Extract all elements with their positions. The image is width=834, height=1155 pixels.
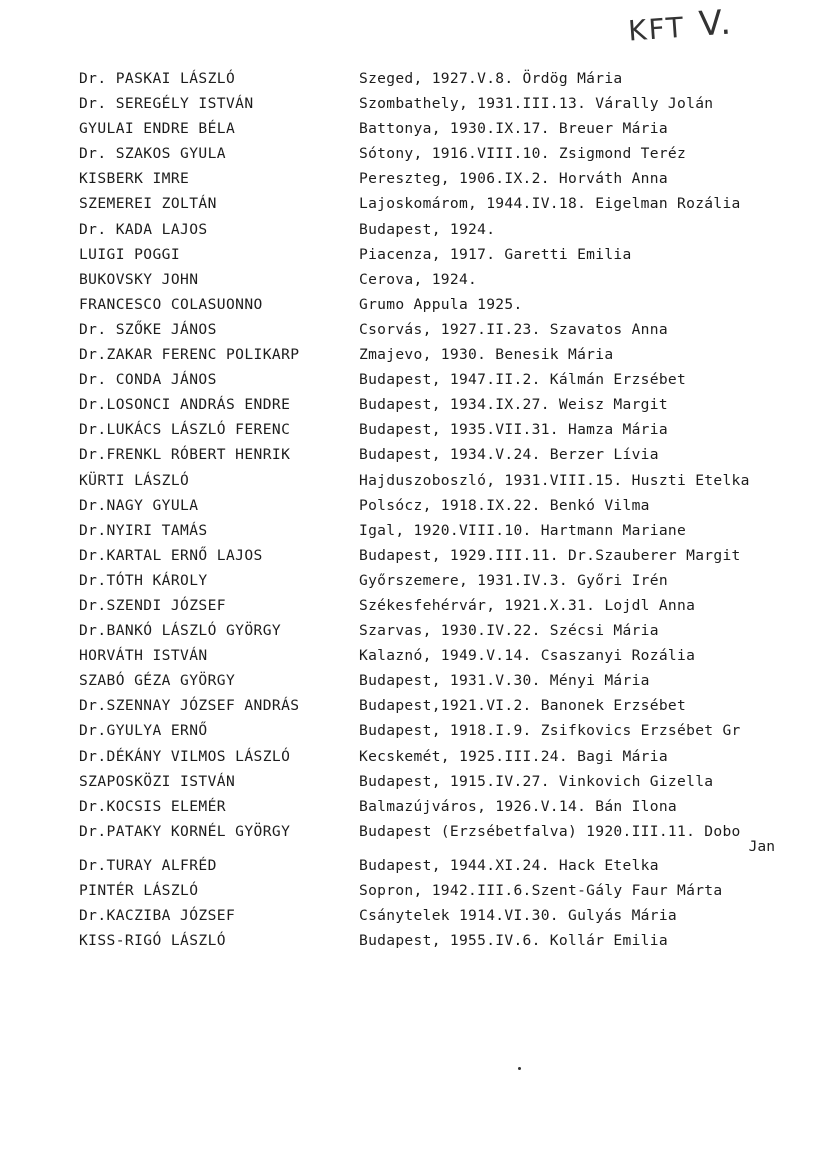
list-item <box>0 217 834 242</box>
list-item <box>0 166 834 191</box>
person-name: Dr.FRENKL RÓBERT HENRIK <box>79 446 291 464</box>
person-name: Dr.NAGY GYULA <box>79 496 199 514</box>
list-item <box>0 191 834 216</box>
person-name: Dr.LOSONCI ANDRÁS ENDRE <box>79 396 291 414</box>
person-name: Dr.PATAKY KORNÉL GYÖRGY <box>79 822 291 840</box>
person-name: PINTÉR LÁSZLÓ <box>79 881 199 899</box>
list-item <box>0 317 834 342</box>
list-item <box>0 819 834 853</box>
list-item <box>0 668 834 693</box>
list-item <box>0 367 834 392</box>
birth-details: Szeged, 1927.V.8. Ördög Mária <box>359 70 623 87</box>
person-name: Dr.KOCSIS ELEMÉR <box>79 797 226 815</box>
birth-details: Kalaznó, 1949.V.14. Csaszanyi Rozália <box>359 647 696 665</box>
list-item <box>0 292 834 317</box>
list-item <box>0 853 834 878</box>
birth-details: Budapest, 1929.III.11. Dr.Szauberer Margit <box>359 546 741 564</box>
person-name: BUKOVSKY JOHN <box>79 270 199 288</box>
person-name: Dr.LUKÁCS LÁSZLÓ FERENC <box>79 421 291 439</box>
list-item <box>0 718 834 743</box>
list-item <box>0 468 834 493</box>
list-item <box>0 392 834 417</box>
person-name: Dr.TURAY ALFRÉD <box>79 856 217 874</box>
list-item <box>0 141 834 166</box>
birth-details: Budapest, 1931.V.30. Ményi Mária <box>359 672 650 690</box>
person-name: Dr. PASKAI LÁSZLÓ <box>79 70 236 87</box>
person-name: KÜRTI LÁSZLÓ <box>79 471 190 489</box>
list-item <box>0 643 834 668</box>
person-name: Dr. KADA LAJOS <box>79 220 208 238</box>
birth-details: Polsócz, 1918.IX.22. Benkó Vilma <box>359 496 650 514</box>
person-name: Dr.SZENDI JÓZSEF <box>79 596 226 614</box>
list-item <box>0 267 834 292</box>
handwritten-annotation <box>627 2 734 49</box>
birth-details: Budapest,1921.VI.2. Banonek Erzsébet <box>359 697 687 715</box>
person-name: KISBERK IMRE <box>79 170 190 188</box>
list-item <box>0 794 834 819</box>
birth-details: Szombathely, 1931.III.13. Várally Jolán <box>359 95 714 113</box>
birth-details: Balmazújváros, 1926.V.14. Bán Ilona <box>359 797 678 815</box>
birth-details: Budapest, 1934.V.24. Berzer Lívia <box>359 446 659 464</box>
person-name: Dr.ZAKAR FERENC POLIKARP <box>79 346 300 364</box>
birth-details: Sótony, 1916.VIII.10. Zsigmond Teréz <box>359 145 687 163</box>
person-name: SZEMEREI ZOLTÁN <box>79 195 217 213</box>
birth-details: Budapest, 1915.IV.27. Vinkovich Gizella <box>359 772 714 790</box>
person-name: Dr.KACZIBA JÓZSEF <box>79 907 236 924</box>
person-name: Dr. CONDA JÁNOS <box>79 371 217 389</box>
birth-details: Hajduszoboszló, 1931.VIII.15. Huszti Etelka <box>359 471 750 489</box>
birth-details: Zmajevo, 1930. Benesik Mária <box>359 346 614 364</box>
birth-details: Sopron, 1942.III.6.Szent-Gály Faur Márta <box>359 881 723 899</box>
birth-details: Igal, 1920.VIII.10. Hartmann Mariane <box>359 521 687 539</box>
birth-details: Szarvas, 1930.IV.22. Szécsi Mária <box>359 622 659 640</box>
name-list <box>0 66 834 953</box>
person-name: Dr. SEREGÉLY ISTVÁN <box>79 95 254 113</box>
list-item <box>0 769 834 794</box>
list-item <box>0 928 834 953</box>
person-name: Dr.BANKÓ LÁSZLÓ GYÖRGY <box>79 622 282 640</box>
person-name: Dr.TÓTH KÁROLY <box>79 571 208 589</box>
stray-mark <box>518 1067 521 1070</box>
birth-details: Székesfehérvár, 1921.X.31. Lojdl Anna <box>359 596 696 614</box>
list-item <box>0 543 834 568</box>
birth-details: Csánytelek 1914.VI.30. Gulyás Mária <box>359 907 678 924</box>
list-item <box>0 903 834 928</box>
list-item <box>0 442 834 467</box>
person-name: Dr.NYIRI TAMÁS <box>79 521 208 539</box>
list-item <box>0 66 834 91</box>
person-name: HORVÁTH ISTVÁN <box>79 647 208 665</box>
list-item <box>0 618 834 643</box>
person-name: Dr.SZENNAY JÓZSEF ANDRÁS <box>79 697 300 715</box>
person-name: Dr.GYULYA ERNŐ <box>79 722 208 740</box>
person-name: SZAPOSKÖZI ISTVÁN <box>79 772 236 790</box>
person-name: Dr.KARTAL ERNŐ LAJOS <box>79 546 263 564</box>
birth-details: Budapest, 1918.I.9. Zsifkovics Erzsébet Gr <box>359 722 741 740</box>
person-name: Dr.DÉKÁNY VILMOS LÁSZLÓ <box>79 747 291 765</box>
list-item <box>0 593 834 618</box>
list-item <box>0 242 834 267</box>
list-item <box>0 518 834 543</box>
annotation-right: V. <box>697 2 735 45</box>
birth-details: Budapest, 1955.IV.6. Kollár Emilia <box>359 932 668 950</box>
person-name: KISS-RIGÓ LÁSZLÓ <box>79 932 226 950</box>
birth-details: Budapest (Erzsébetfalva) 1920.III.11. Dobo <box>359 822 741 840</box>
person-name: FRANCESCO COLASUONNO <box>79 295 263 313</box>
birth-details: Budapest, 1934.IX.27. Weisz Margit <box>359 396 668 414</box>
annotation-left: KFT <box>627 10 687 48</box>
list-item <box>0 342 834 367</box>
birth-details: Budapest, 1935.VII.31. Hamza Mária <box>359 421 668 439</box>
birth-details: Lajoskomárom, 1944.IV.18. Eigelman Rozália <box>359 195 741 213</box>
list-item <box>0 878 834 903</box>
birth-details: Cerova, 1924. <box>359 270 478 288</box>
birth-details: Battonya, 1930.IX.17. Breuer Mária <box>359 120 668 138</box>
birth-details: Budapest, 1947.II.2. Kálmán Erzsébet <box>359 371 687 389</box>
list-item <box>0 493 834 518</box>
person-name: LUIGI POGGI <box>79 245 181 263</box>
list-item <box>0 744 834 769</box>
list-item <box>0 417 834 442</box>
birth-details: Piacenza, 1917. Garetti Emilia <box>359 245 632 263</box>
birth-details: Pereszteg, 1906.IX.2. Horváth Anna <box>359 170 668 188</box>
list-item <box>0 116 834 141</box>
person-name: Dr. SZAKOS GYULA <box>79 145 226 163</box>
birth-details: Győrszemere, 1931.IV.3. Győri Irén <box>359 571 668 589</box>
birth-details: Csorvás, 1927.II.23. Szavatos Anna <box>359 320 668 338</box>
person-name: Dr. SZŐKE JÁNOS <box>79 320 217 338</box>
list-item <box>0 91 834 116</box>
birth-details: Budapest, 1924. <box>359 220 496 238</box>
birth-details: Grumo Appula 1925. <box>359 295 523 313</box>
birth-details: Kecskemét, 1925.III.24. Bagi Mária <box>359 747 668 765</box>
person-name: GYULAI ENDRE BÉLA <box>79 120 236 138</box>
list-item <box>0 568 834 593</box>
person-name: SZABÓ GÉZA GYÖRGY <box>79 672 236 690</box>
continuation-text: Jan <box>748 837 775 855</box>
birth-details: Budapest, 1944.XI.24. Hack Etelka <box>359 856 659 874</box>
list-item <box>0 693 834 718</box>
